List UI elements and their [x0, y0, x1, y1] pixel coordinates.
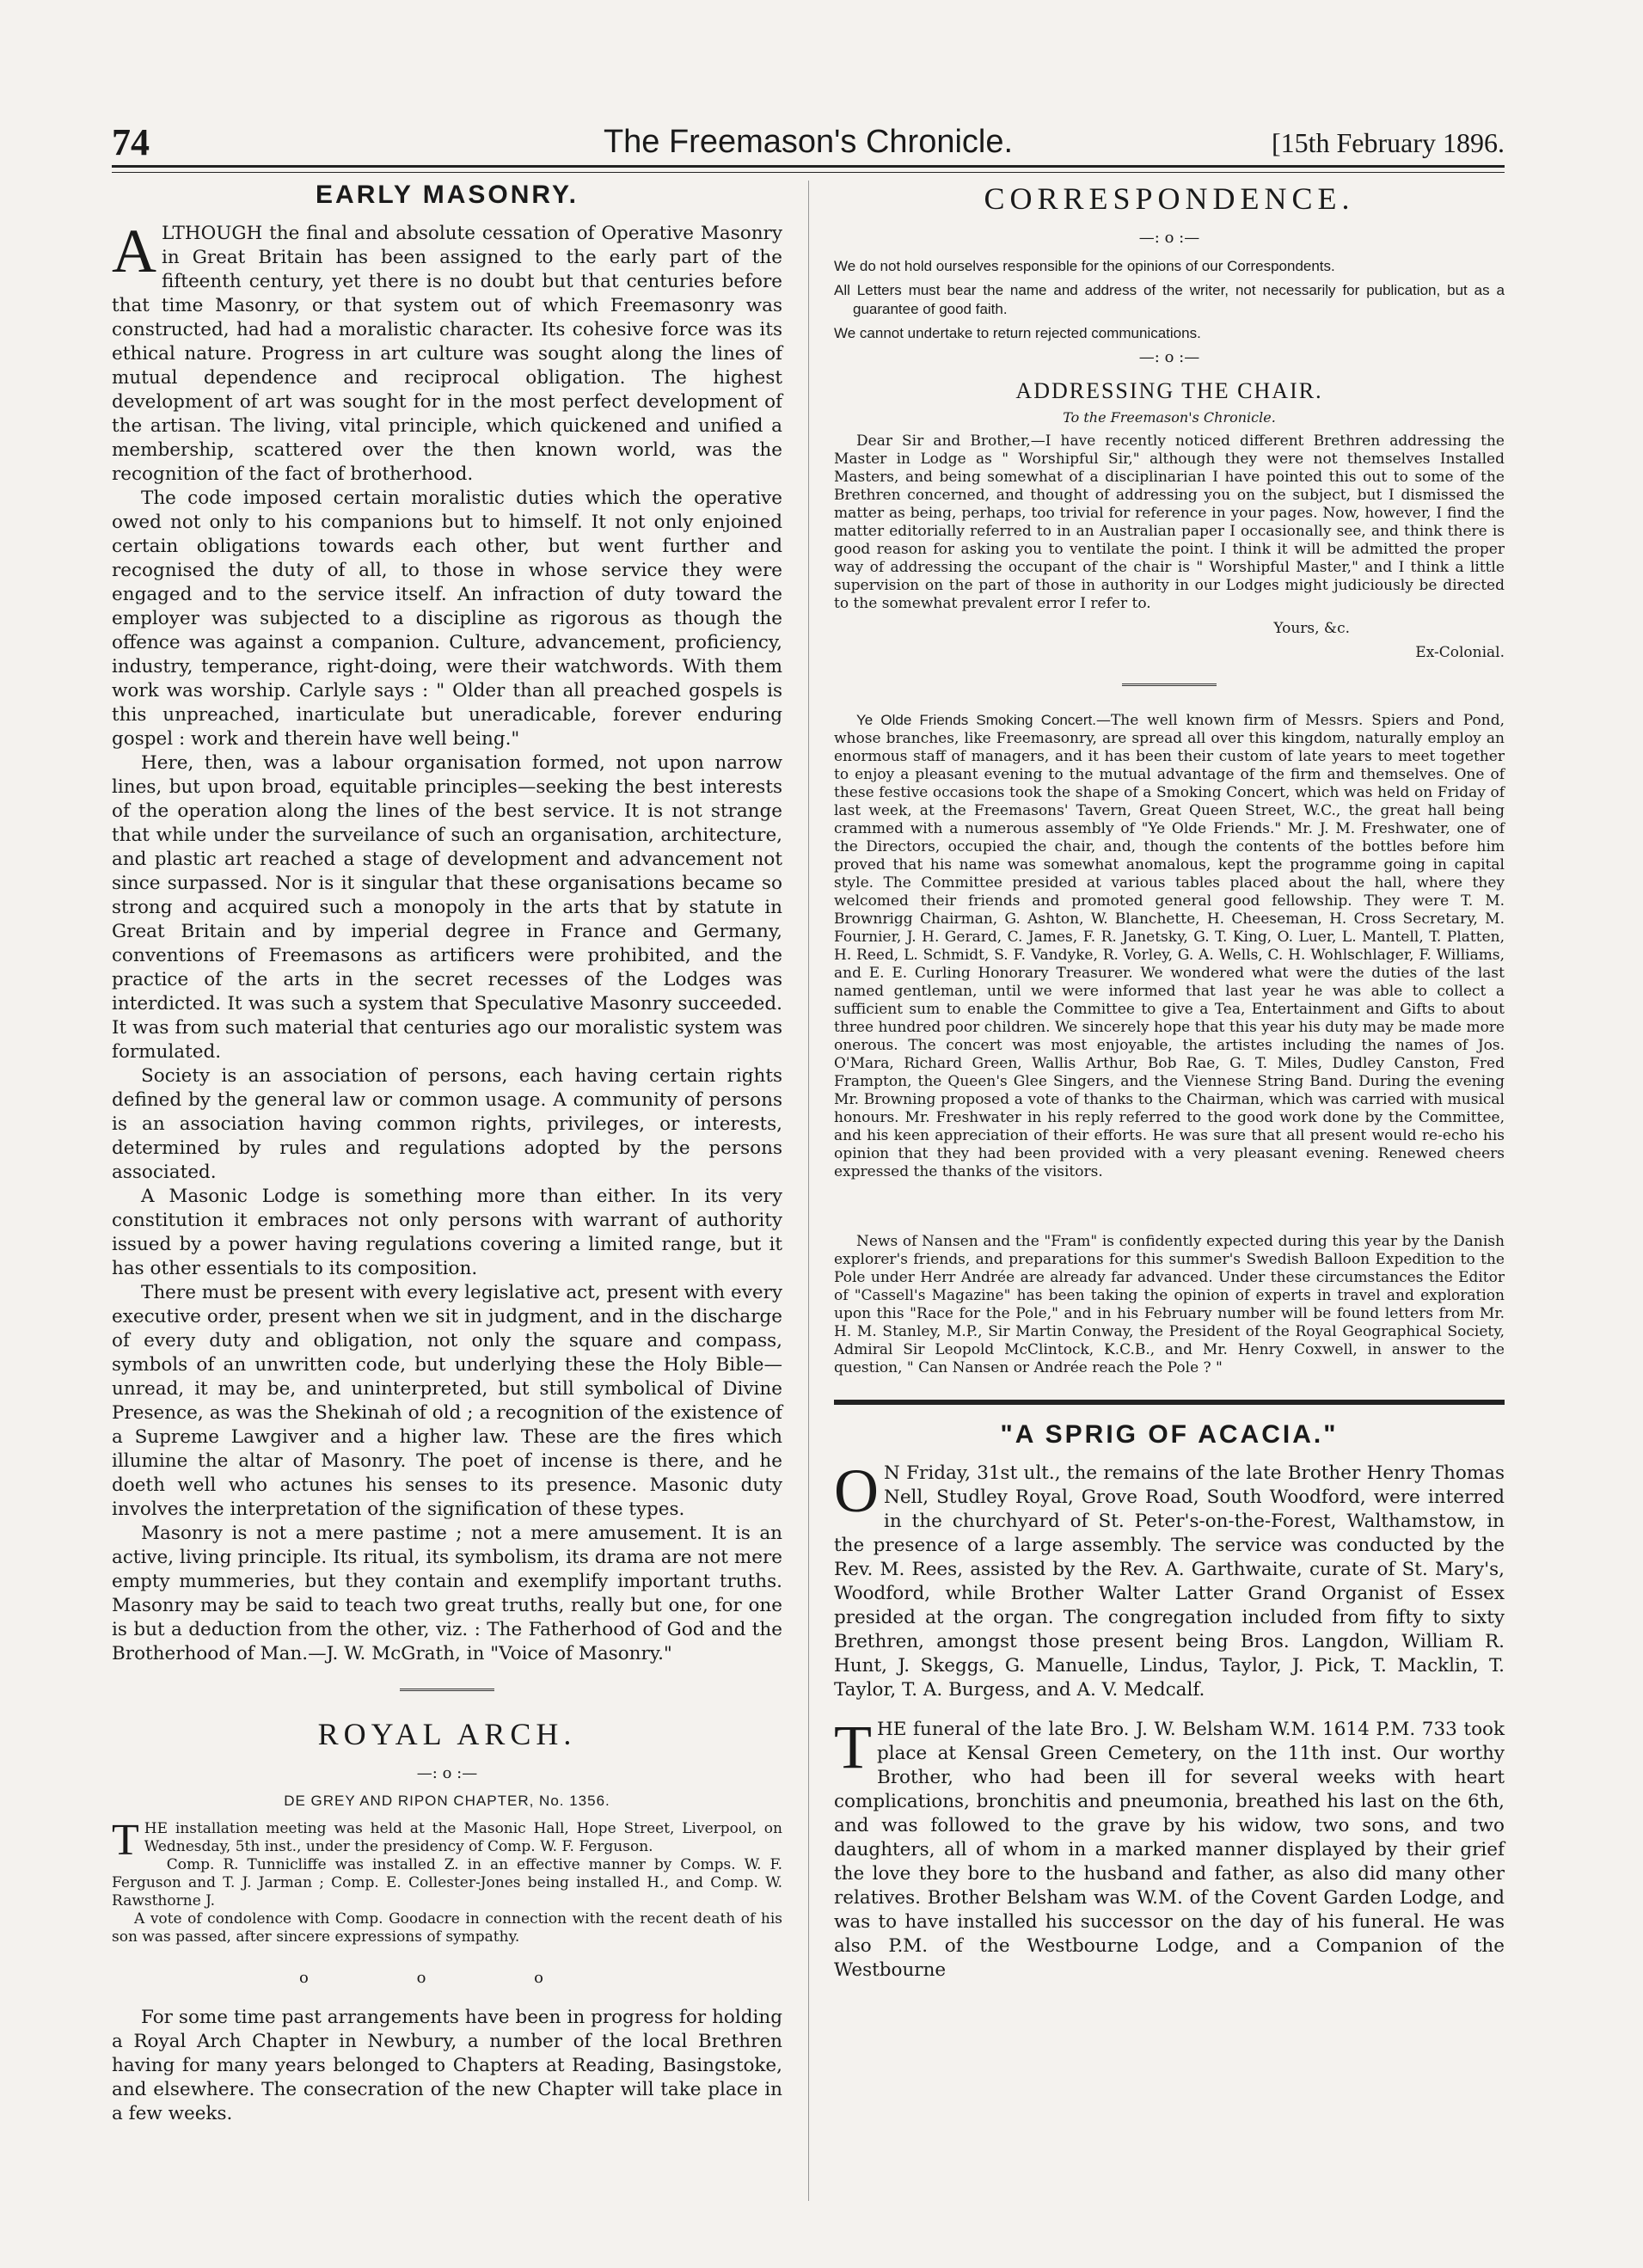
right-column	[834, 181, 1505, 1983]
news-paragraph: News of Nansen and the "Fram" is confidently expected during this year by the Danish explorer's friends, and preparations for this summer's Swedish Balloon Expedition to the Pole under Herr Andrée are already far advanced. Under these circumstances the Editor of "Cassell's Magazine" has been taking the opinion of experts in travel and exploration upon this "Race for the Pole," and in his February number will be found letters from Mr. H. M. Stanley, M.P., Sir Martin Conway, the President of the Royal Geographical Society, Admiral Sir Leopold McClintock, K.C.B., and Mr. Henry Coxwell, in answer to the question, " Can Nansen or Andrée reach the Pole ? "	[834, 1233, 1505, 1376]
article-paragraph: ALTHOUGH the final and absolute cessation of Operative Masonry in Great Britain has been assigned to the early part of the fifteenth century, yet there is no doubt but that centuries before that time Masonry, or that system out of which Freemasonry was constructed, had had a moralistic character. Its cohesive force was its ethical nature. Progress in art culture was sought along the lines of mutual dependence and reciprocal obligation. The highest development of art was sought for in the most perfect development of the artisan. The living, vital principle, which quickened and unified a membership, scattered over the then known world, was the recognition of the fact of brotherhood.	[112, 217, 782, 485]
article-paragraph: For some time past arrangements have been in progress for holding a Royal Arch Chapter in Newbury, a number of the local Brethren having for many years belonged to Chapters at Reading, Basingstoke, and elsewhere. The consecration of the new Chapter will take place in a few weeks.	[112, 2007, 782, 2124]
column-divider	[808, 181, 809, 2201]
drop-cap: T	[112, 1816, 139, 1865]
smoking-concert-item	[834, 711, 1505, 1181]
spacer	[834, 1181, 1505, 1233]
article-paragraph: A Masonic Lodge is something more than either. In its very constitution it embraces not only persons with warrant of authority issued by a power having regulations covering a limited range, but it has other essentials to its composition.	[112, 1186, 782, 1279]
letter-closing: Yours, &c.	[1273, 620, 1350, 637]
notice-line: We do not hold ourselves responsible for the opinions of our Correspondents.	[834, 258, 1335, 274]
article-paragraph: Masonry is not a mere pastime ; not a mere amusement. It is an active, living principle. Its ritual, its symbolism, its drama are not mere empty mummeries, but they contain and exemplify important truths. Masonry may be said to teach two great truths, really but one, for one is but a deduction from the other, viz. : The Fatherhood of God and the Brotherhood of Man.—J. W. McGrath, in "Voice of Masonry."	[112, 1523, 782, 1664]
correspondence-heading: CORRESPONDENCE.	[984, 181, 1355, 216]
newbury-note	[112, 2006, 782, 2126]
separator: —: o :—	[1138, 348, 1200, 366]
obituary-paragraph: THE funeral of the late Bro. J. W. Belsham W.M. 1614 P.M. 733 took place at Kensal Green Cemetery, on the 11th inst. Our worthy Brother, who had been ill for several weeks with heart complications, bronchitis and pneumonia, breathed his last on the 6th, and was followed to the grave by his widow, two sons, and two daughters, all of whom in a marked manner displayed by their grief the love they bore to the husband and father, as also did many other relatives. Brother Belsham was W.M. of the Covent Garden Lodge, and was to have installed his successor on the day of his funeral. He was also P.M. of the Westbourne Lodge, and a Companion of the Westbourne	[834, 1713, 1505, 1981]
heavy-rule	[834, 1400, 1505, 1405]
article-paragraph: The code imposed certain moralistic duties which the operative owed not only to his companions but to himself. It not only enjoined certain obligations towards each other, but went further and recognised the duty of all, to those in whose service they were engaged and to the service itself. An infraction of duty toward the employer was subjected to a discipline as rigorous as though the offence was against a companion. Culture, advancement, proficiency, industry, temperance, right-doing, were their watchwords. With them work was worship. Carlyle says : " Older than all preached gospels is this unpreached, inarticulate but uneradicable, forever enduring gospel : work and therein have well being."	[112, 487, 782, 750]
page-number: 74	[112, 121, 150, 163]
royal-arch-heading: ROYAL ARCH.	[317, 1717, 577, 1751]
notice-line: We cannot undertake to return rejected communications.	[834, 325, 1201, 341]
letter-body: Dear Sir and Brother,—I have recently noticed different Brethren addressing the Master in Lodge as " Worshipful Sir," although they were not themselves Installed Masters, and being somewhat of a disciplinarian I have pointed this out to some of the Brethren concerned, and thought of addressing you on the subject, but I dismissed the matter as being, perhaps, too trivial for reference in your pages. Now, however, I find the matter editorially referred to in an Australian paper I occasionally see, and think there is good reason for asking you to ventilate the point. I think it will be admitted the proper way of addressing the occupant of the chair is " Worshipful Master," and I think a little supervision on the part of those in authority in our Lodges might judiciously be directed to the somewhat prevalent error I refer to.	[834, 432, 1505, 612]
letter-addressee: To the Freemason's Chronicle.	[1063, 409, 1276, 426]
letter-title: ADDRESSING THE CHAIR.	[1015, 378, 1323, 403]
newspaper-page	[112, 103, 1505, 2201]
chapter-heading: DE GREY AND RIPON CHAPTER, No. 1356.	[284, 1793, 610, 1809]
drop-cap: A	[112, 217, 156, 285]
paper-title: The Freemason's Chronicle.	[603, 124, 1014, 160]
report-paragraph: Comp. R. Tunnicliffe was installed Z. in an effective manner by Comps. W. F. Ferguson and T. J. Jarman ; Comp. E. Collester-Jones being installed H., and Comp. W. Rawsthorne J.	[112, 1856, 782, 1909]
letter-signature: Ex-Colonial.	[1415, 644, 1505, 661]
separator: —: o :—	[1138, 229, 1200, 247]
news-paragraph: Ye Olde Friends Smoking Concert.—The well known firm of Messrs. Spiers and Pond, whose branches, like Freemasonry, are spread all over this kingdom, naturally employ an enormous staff of managers, and it has been their custom of late years to meet together to enjoy a pleasant evening to the mutual advantage of the firm and themselves. One of these festive occasions took the shape of a Smoking Concert, which was held on Friday of last week, at the Freemasons' Tavern, Great Queen Street, W.C., the great hall being crammed with a numerous assembly of "Ye Olde Friends." Mr. J. M. Freshwater, one of the Directors, occupied the chair, and, though the contents of the bottles before him proved that his name was somewhat anomalous, kept the programme going in capital style. The Committee presided at various tables placed about the hall, where they welcomed their friends and promoted general good fellowship. They were T. M. Brownrigg Chairman, G. Ashton, W. Blanchette, H. Cheeseman, H. Cross Secretary, M. Fournier, J. H. Gerard, C. James, F. R. Janetsky, G. T. King, O. Luer, L. Mantell, T. Platten, H. Reed, L. Schmidt, S. F. Vandyke, R. Vorley, G. A. Wells, C. H. Wohlschlager, F. Williams, and E. E. Curling Honorary Treasurer. We wondered what were the duties of the last named gentleman, until we were informed that last year he was able to collect a sufficient sum to enable the Committee to give a Tea, Entertainment and Gifts to about three hundred poor children. We sincerely hope that this year his duty may be made more onerous. The concert was most enjoyable, the artistes including the names of Jos. O'Mara, Richard Green, Wallis Arthur, Bob Rae, G. T. Miles, Dudley Canston, Fred Frampton, the Queen's Glee Singers, and the Viennese String Band. During the evening Mr. Browning proposed a vote of thanks to the Chairman, which was carried with musical honours. Mr. Freshwater in his reply referred to the good work done by the Committee, and his keen appreciation of their efforts. He was sure that all present would re-echo his opinion that they had been provided with a very pleasant evening. Renewed cheers expressed the thanks of the visitors.	[834, 712, 1505, 1180]
acacia-heading: "A SPRIG OF ACACIA."	[1000, 1420, 1339, 1449]
editorial-notice	[834, 257, 1505, 343]
article-paragraph: Here, then, was a labour organisation formed, not upon narrow lines, but upon broad, equitable principles—seeking the best interests of the operation along the lines of the best service. It is not strange that while under the surveilance of such an organisation, architecture, and plastic art reached a stage of development and advancement not since surpassed. Nor is it singular that these organisations became so strong and acquired such a monopoly in the arts that by statute in Great Britain and by imperial degree in France and Germany, conventions of Freemasons as artificers were prohibited, and the practice of the arts in the secret recesses of the Lodges was interdicted. It was such a system that Speculative Masonry succeeded. It was from such material that centuries ago our moralistic system was formulated.	[112, 752, 782, 1063]
separator: —: o :—	[416, 1764, 478, 1782]
section-rule	[400, 1689, 494, 1694]
notice-line: All Letters must bear the name and address of the writer, not necessarily for publication, but as a guarantee of good faith.	[834, 282, 1505, 317]
obituary-article	[834, 1456, 1505, 1983]
obituary-paragraph: O N Friday, 31st ult., the remains of the late Brother Henry Thomas Nell, Studley Royal, Grove Road, South Woodford, were interred in the churchyard of St. Peter's-on-the-Forest, Walthamstow, in the presence of a large assembly. The service was conducted by the Rev. M. Rees, assisted by the Rev. A. Garthwaite, curate of St. Mary's, Woodford, while Brother Walter Latter Grand Organist of Essex presided at the organ. The congregation included from fifty to sixty Brethren, amongst those present being Bros. Langdon, William R. Hunt, J. Skeggs, G. Manuelle, Lindus, Taylor, J. Pick, T. Macklin, T. Taylor, T. A. Burgess, and A. V. Medcalf.	[834, 1456, 1505, 1701]
report-paragraph: THE installation meeting was held at the Masonic Hall, Hope Street, Liverpool, on Wednesday, 5th inst., under the presidency of Comp. W. F. Ferguson.	[112, 1816, 782, 1865]
article-paragraph: There must be present with every legislative act, present with every executive order, present when we sit in judgment, and in the discharge of every duty and obligation, not only the square and compass, symbols of an unwritten code, but underlying these the Holy Bible—unread, it may be, and uninterpreted, but still symbolical of Divine Presence, as was the Shekinah of old ; a recognition of the existence of a Supreme Lawgiver and a higher law. These are the fires which illumine the altar of Masonry. The poet of incense is there, and he doeth well who actunes his senses to its presence. Masonic duty involves the interpretation of the signification of these types.	[112, 1282, 782, 1520]
masthead-rule	[112, 165, 1505, 173]
item-lead-in: Ye Olde Friends Smoking Concert.	[856, 712, 1096, 728]
report-paragraph: A vote of condolence with Comp. Goodacre in connection with the recent death of his son was passed, after sincere expressions of sympathy.	[112, 1910, 782, 1946]
drop-cap: T	[834, 1713, 872, 1781]
nansen-item	[834, 1233, 1505, 1377]
early-masonry-heading: EARLY MASONRY.	[316, 181, 579, 209]
royal-arch-report	[112, 1816, 782, 1946]
letter	[834, 432, 1505, 613]
spacer	[834, 1702, 1505, 1718]
left-column	[112, 181, 782, 2126]
ornament-dots: o o o	[299, 1969, 595, 1987]
early-masonry-article	[112, 217, 782, 1666]
masthead	[112, 120, 1505, 163]
article-paragraph: Society is an association of persons, each having certain rights defined by the general law or common usage. A community of persons is an association having common rights, privileges, or interests, determined by rules and regulations adopted by the persons associated.	[112, 1065, 782, 1183]
drop-cap: O	[834, 1456, 879, 1525]
section-rule	[1122, 683, 1217, 689]
issue-date: [15th February 1896.	[1271, 127, 1505, 158]
